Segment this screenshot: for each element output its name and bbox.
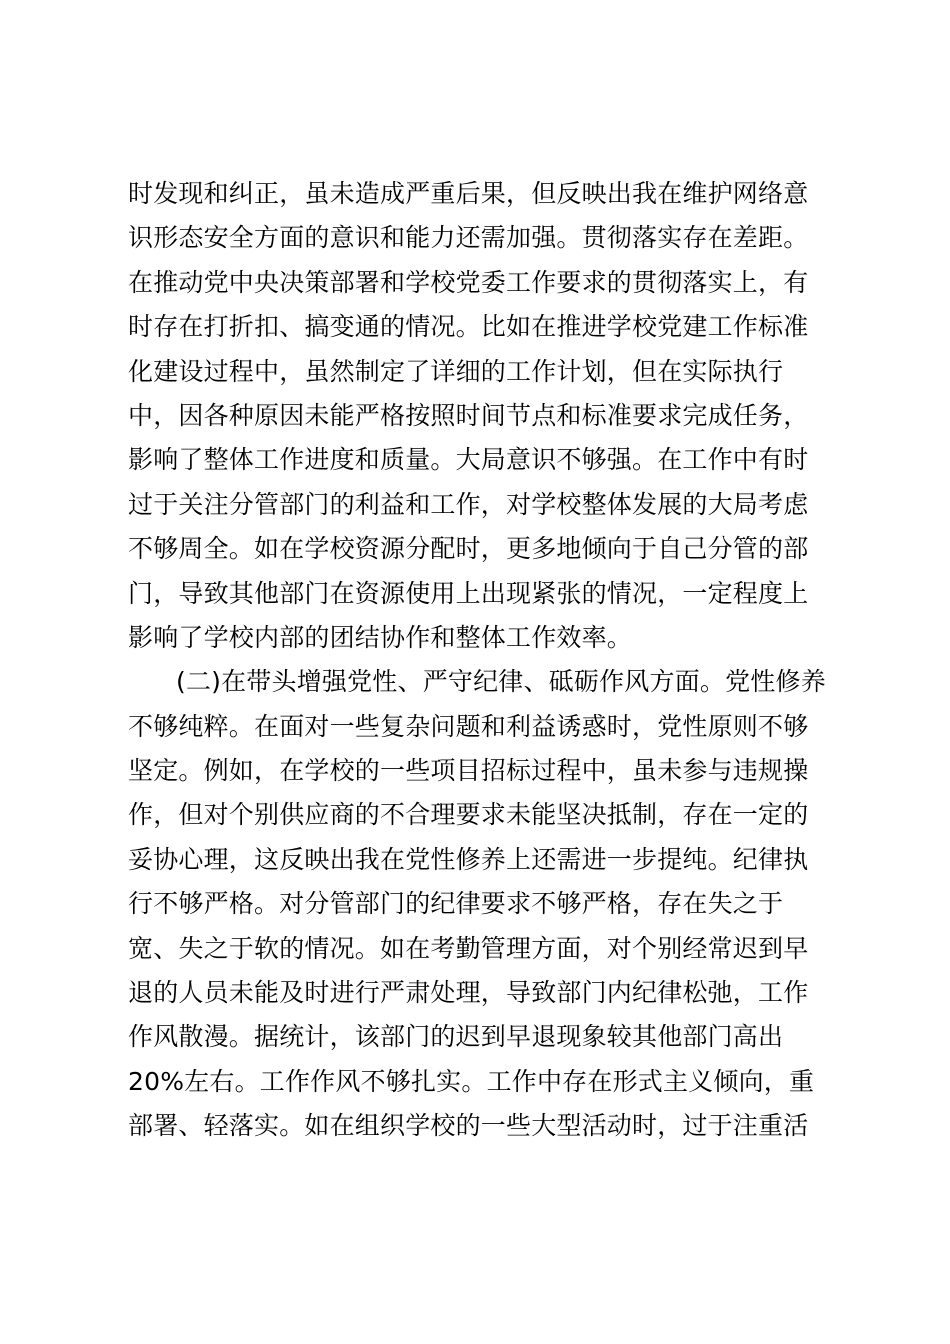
text-line: 不够周全。如在学校资源分配时，更多地倾向于自己分管的部 — [128, 534, 809, 564]
text-line: 中，因各种原因未能严格按照时间节点和标准要求完成任务， — [128, 400, 809, 430]
text-line: 作风散漫。据统计，该部门的迟到早退现象较其他部门高出 — [128, 1022, 784, 1052]
text-line: 门，导致其他部门在资源使用上出现紧张的情况，一定程度上 — [128, 578, 809, 608]
text-line: 行不够严格。对分管部门的纪律要求不够严格，存在失之于 — [128, 889, 784, 919]
text-line: 在推动党中央决策部署和学校党委工作要求的贯彻落实上，有 — [128, 267, 809, 297]
text-line: 部署、轻落实。如在组织学校的一些大型活动时，过于注重活 — [128, 1111, 809, 1141]
text-line: 作，但对个别供应商的不合理要求未能坚决抵制，存在一定的 — [128, 800, 809, 830]
text-line: 妥协心理，这反映出我在党性修养上还需进一步提纯。纪律执 — [128, 844, 809, 874]
text-line: 坚定。例如，在学校的一些项目招标过程中，虽未参与违规操 — [128, 756, 809, 786]
text-line: 影响了整体工作进度和质量。大局意识不够强。在工作中有时 — [128, 445, 809, 475]
body-text — [128, 172, 828, 1149]
text-line: 时发现和纠正，虽未造成严重后果，但反映出我在维护网络意 — [128, 179, 809, 208]
text-line: 识形态安全方面的意识和能力还需加强。贯彻落实存在差距。 — [128, 223, 809, 253]
text-line: 影响了学校内部的团结协作和整体工作效率。 — [128, 622, 633, 652]
text-line: 不够纯粹。在面对一些复杂问题和利益诱惑时，党性原则不够 — [128, 711, 809, 741]
text-line: 20%左右。工作作风不够扎实。工作中存在形式主义倾向，重 — [128, 1066, 815, 1096]
text-line: 过于关注分管部门的利益和工作，对学校整体发展的大局考虑 — [128, 489, 809, 519]
text-line: 退的人员未能及时进行严肃处理，导致部门内纪律松弛，工作 — [128, 978, 809, 1008]
text-line: 宽、失之于软的情况。如在考勤管理方面，对个别经常迟到早 — [128, 933, 809, 963]
section-heading-line: (二)在带头增强党性、严守纪律、砥砺作风方面。党性修养 — [176, 667, 826, 697]
text-line: 化建设过程中，虽然制定了详细的工作计划，但在实际执行 — [128, 356, 784, 386]
text-line: 时存在打折扣、搞变通的情况。比如在推进学校党建工作标准 — [128, 312, 809, 342]
